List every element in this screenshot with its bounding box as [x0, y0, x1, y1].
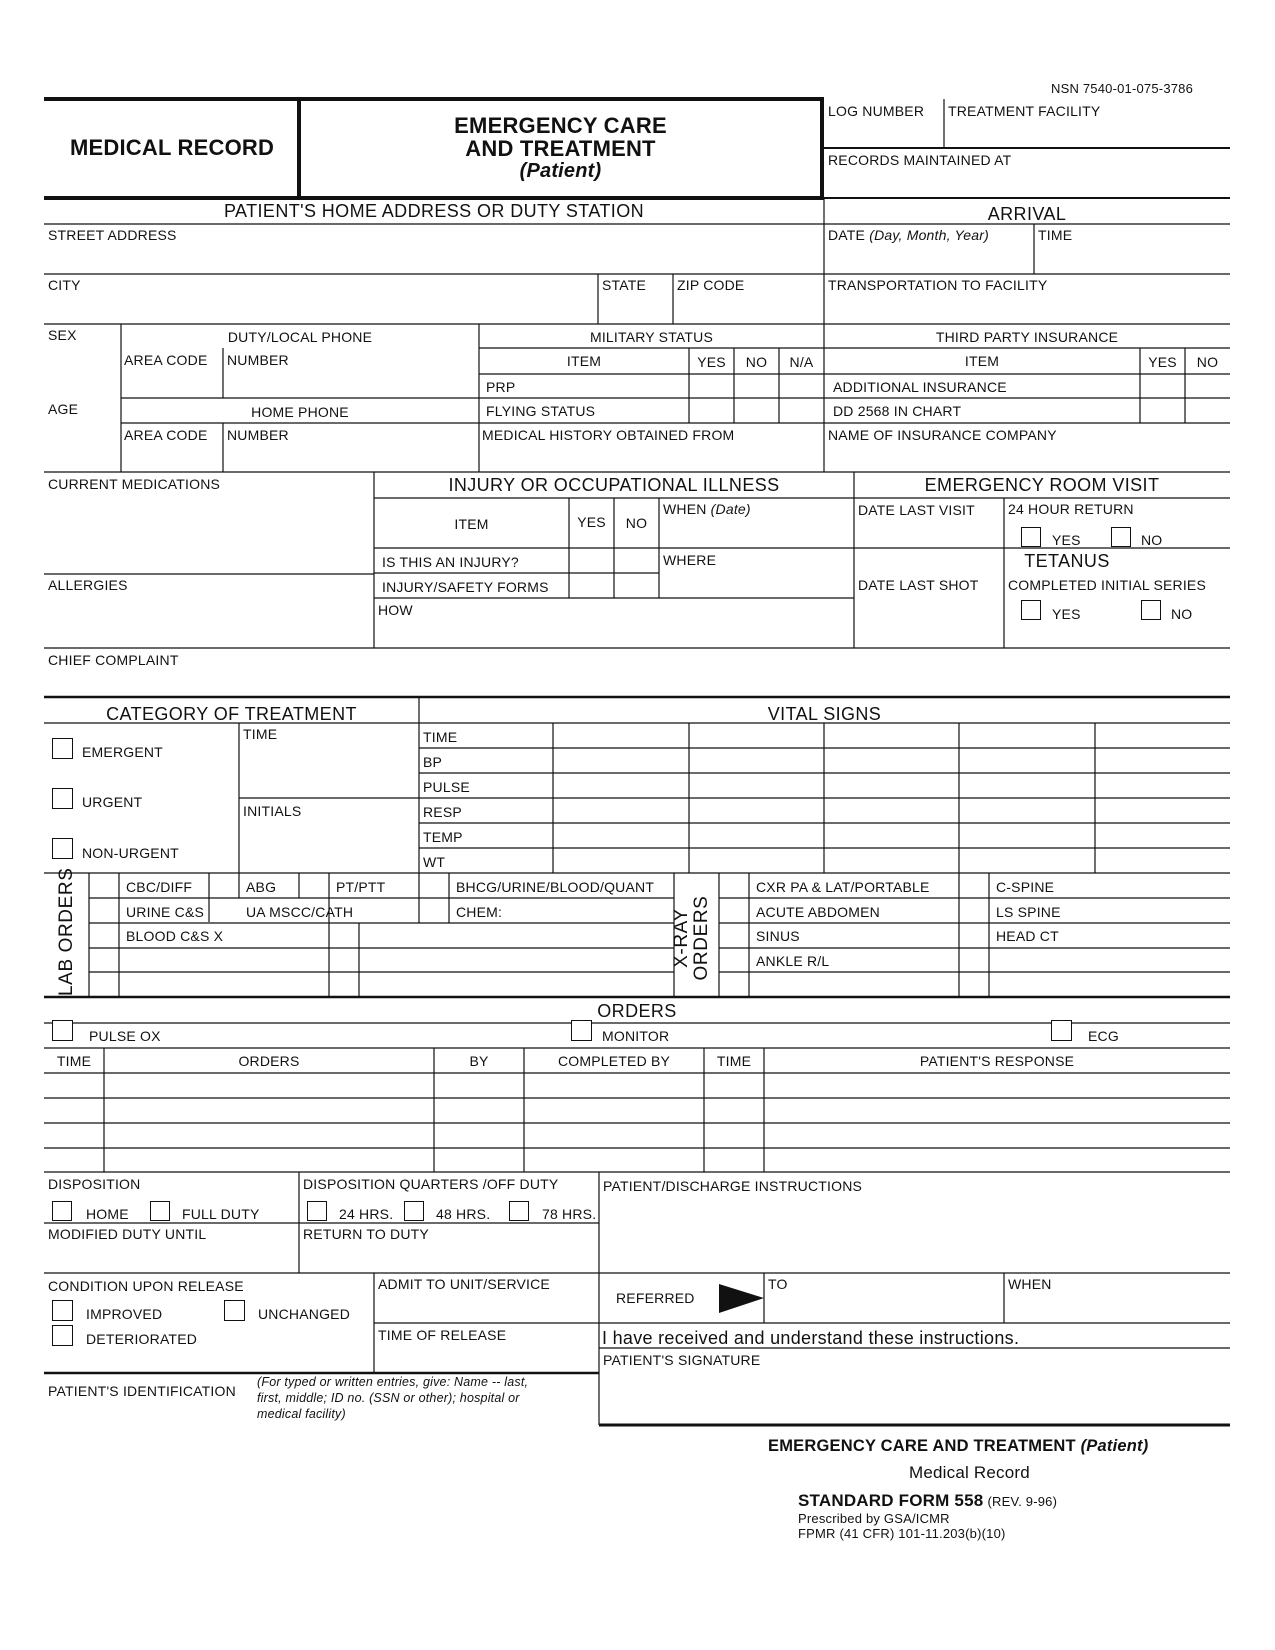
orders-completed-header: COMPLETED BY — [557, 1053, 671, 1069]
ankle-label: ANKLE R/L — [756, 953, 830, 969]
head-ct-label: HEAD CT — [996, 928, 1059, 944]
deteriorated-checkbox[interactable] — [52, 1325, 73, 1346]
arrival-date-format: (Day, Month, Year) — [869, 227, 990, 243]
form-title-line3: (Patient) — [519, 160, 602, 182]
military-yes-header: YES — [697, 354, 726, 370]
vitals-row-time: TIME — [423, 729, 458, 745]
sex-label: SEX — [48, 327, 77, 343]
referred-to-label: TO — [768, 1276, 788, 1292]
injury-yes-header: YES — [577, 514, 606, 530]
patient-response-header: PATIENT'S RESPONSE — [919, 1053, 1075, 1069]
nsn-number: NSN 7540-01-075-3786 — [1051, 81, 1194, 96]
records-maintained-label: RECORDS MAINTAINED AT — [828, 152, 1012, 168]
insurance-yes-header: YES — [1148, 354, 1177, 370]
category-time-label: TIME — [243, 726, 278, 742]
home-label: HOME — [86, 1206, 129, 1222]
blood-cs-label: BLOOD C&S X — [126, 928, 224, 944]
arrival-section-title: ARRIVAL — [987, 204, 1067, 224]
vitals-row-temp: TEMP — [423, 829, 463, 845]
age-label: AGE — [48, 401, 79, 417]
footer-subtitle: Medical Record — [909, 1463, 1030, 1482]
address-section-title: PATIENT'S HOME ADDRESS OR DUTY STATION — [223, 201, 644, 221]
chem-label: CHEM: — [456, 904, 503, 920]
home-number-label: NUMBER — [227, 427, 289, 443]
medical-history-label: MEDICAL HISTORY OBTAINED FROM — [482, 427, 735, 443]
urgent-checkbox[interactable] — [52, 788, 73, 809]
allergies-label: ALLERGIES — [48, 577, 128, 593]
return-yes-checkbox[interactable] — [1021, 527, 1041, 547]
ls-spine-label: LS SPINE — [996, 904, 1061, 920]
duty-number-label: NUMBER — [227, 352, 289, 368]
acknowledgement-text: I have received and understand these instructions. — [602, 1328, 1020, 1348]
log-number-label: LOG NUMBER — [828, 103, 925, 119]
vitals-row-bp: BP — [423, 754, 443, 770]
city-label: CITY — [48, 277, 81, 293]
series-no-label: NO — [1171, 606, 1193, 622]
monitor-label: MONITOR — [602, 1028, 670, 1044]
unchanged-label: UNCHANGED — [258, 1306, 351, 1322]
insurance-title: THIRD PARTY INSURANCE — [935, 329, 1119, 345]
er-visit-title: EMERGENCY ROOM VISIT — [924, 475, 1160, 495]
ua-mscc-label: UA MSCC/CATH — [246, 904, 354, 920]
orders-by-header: BY — [469, 1053, 489, 1069]
arrival-date-text: DATE — [828, 227, 866, 243]
injury-when-text: WHEN — [663, 501, 707, 517]
zip-code-label: ZIP CODE — [677, 277, 745, 293]
footer-form-line — [798, 1492, 1057, 1509]
return-no-label: NO — [1141, 532, 1163, 548]
urgent-label: URGENT — [82, 794, 143, 810]
military-status-title: MILITARY STATUS — [589, 329, 714, 345]
injury-section-title: INJURY OR OCCUPATIONAL ILLNESS — [448, 475, 780, 495]
identification-note-line3: medical facility) — [257, 1407, 346, 1421]
form-title-line1: EMERGENCY CARE — [454, 113, 667, 138]
orders-time2-header: TIME — [716, 1053, 752, 1069]
cxr-label: CXR PA & LAT/PORTABLE — [756, 879, 930, 895]
home-phone-label: HOME PHONE — [251, 404, 349, 420]
c-spine-label: C-SPINE — [996, 879, 1055, 895]
medical-record-label: MEDICAL RECORD — [70, 135, 275, 160]
orders-orders-header: ORDERS — [238, 1053, 300, 1069]
full-duty-label: FULL DUTY — [182, 1206, 260, 1222]
pulse-ox-checkbox[interactable] — [52, 1020, 73, 1041]
xray-label-line2: ORDERS — [691, 895, 712, 981]
non-urgent-label: NON-URGENT — [82, 845, 179, 861]
deteriorated-label: DETERIORATED — [86, 1331, 198, 1347]
series-yes-label: YES — [1052, 606, 1081, 622]
military-item-header: ITEM — [566, 353, 602, 369]
xray-label-line1: X-RAY — [671, 908, 692, 968]
injury-when-label — [663, 502, 751, 516]
home-area-code-label: AREA CODE — [124, 427, 208, 443]
discharge-instructions-label: PATIENT/DISCHARGE INSTRUCTIONS — [603, 1178, 863, 1194]
orders-time-header: TIME — [56, 1053, 92, 1069]
non-urgent-checkbox[interactable] — [52, 838, 73, 859]
footer-form-number: STANDARD FORM 558 — [798, 1491, 984, 1510]
emergent-checkbox[interactable] — [52, 738, 73, 759]
pt-ptt-label: PT/PTT — [336, 879, 386, 895]
form-title-line2: AND TREATMENT — [465, 136, 656, 161]
category-initials-label: INITIALS — [243, 803, 302, 819]
injury-item-header: ITEM — [454, 516, 489, 532]
78hrs-label: 78 HRS. — [542, 1206, 597, 1222]
orders-title: ORDERS — [597, 1001, 677, 1021]
tetanus-title: TETANUS — [1024, 551, 1110, 571]
series-yes-checkbox[interactable] — [1021, 600, 1041, 620]
military-no-header: NO — [745, 354, 768, 370]
24hrs-checkbox[interactable] — [307, 1201, 327, 1221]
48hrs-checkbox[interactable] — [404, 1201, 424, 1221]
military-na-header: N/A — [789, 354, 814, 370]
urine-cs-label: URINE C&S — [126, 904, 205, 920]
footer-fpmr: FPMR (41 CFR) 101-11.203(b)(10) — [798, 1526, 1006, 1541]
pulse-ox-label: PULSE OX — [89, 1028, 161, 1044]
ecg-label: ECG — [1088, 1028, 1119, 1044]
vitals-row-wt: WT — [423, 854, 446, 870]
footer-prescribed: Prescribed by GSA/ICMR — [798, 1511, 950, 1526]
home-checkbox[interactable] — [52, 1201, 72, 1221]
injury-where-label: WHERE — [663, 552, 717, 568]
modified-duty-label: MODIFIED DUTY UNTIL — [48, 1226, 207, 1242]
referred-when-label: WHEN — [1008, 1276, 1052, 1292]
date-last-visit-label: DATE LAST VISIT — [858, 502, 975, 518]
referred-label: REFERRED — [616, 1290, 695, 1306]
24-hour-return-label: 24 HOUR RETURN — [1008, 501, 1134, 517]
completed-series-label: COMPLETED INITIAL SERIES — [1008, 577, 1206, 593]
bhcg-label: BHCG/URINE/BLOOD/QUANT — [456, 879, 655, 895]
injury-no-header: NO — [625, 515, 648, 531]
time-of-release-label: TIME OF RELEASE — [378, 1327, 507, 1343]
duty-phone-label: DUTY/LOCAL PHONE — [227, 329, 373, 345]
vital-signs-title: VITAL SIGNS — [767, 704, 882, 724]
insurance-item-header: ITEM — [964, 353, 1000, 369]
identification-note-line2: first, middle; ID no. (SSN or other); hospital or — [257, 1391, 520, 1405]
insurance-no-header: NO — [1196, 354, 1219, 370]
admit-unit-label: ADMIT TO UNIT/SERVICE — [378, 1276, 550, 1292]
date-last-shot-label: DATE LAST SHOT — [858, 577, 979, 593]
arrival-time-label: TIME — [1038, 227, 1073, 243]
emergent-label: EMERGENT — [82, 744, 163, 760]
quarters-label: DISPOSITION QUARTERS /OFF DUTY — [303, 1176, 559, 1192]
abg-label: ABG — [246, 879, 277, 895]
lab-orders-label: LAB ORDERS — [56, 867, 77, 996]
footer-title — [768, 1438, 1148, 1455]
footer-title-text: EMERGENCY CARE AND TREATMENT — [768, 1437, 1076, 1455]
vitals-row-resp: RESP — [423, 804, 462, 820]
dd2568-label: DD 2568 IN CHART — [833, 403, 962, 419]
state-label: STATE — [602, 277, 647, 293]
monitor-checkbox[interactable] — [571, 1020, 592, 1041]
injury-how-label: HOW — [378, 602, 413, 618]
current-medications-label: CURRENT MEDICATIONS — [48, 476, 221, 492]
full-duty-checkbox[interactable] — [150, 1201, 170, 1221]
chief-complaint-label: CHIEF COMPLAINT — [48, 652, 179, 668]
condition-release-label: CONDITION UPON RELEASE — [48, 1278, 244, 1294]
return-yes-label: YES — [1052, 532, 1081, 548]
footer-form-rev: (REV. 9-96) — [987, 1494, 1058, 1509]
vitals-row-pulse: PULSE — [423, 779, 470, 795]
24hrs-label: 24 HRS. — [339, 1206, 394, 1222]
transportation-label: TRANSPORTATION TO FACILITY — [828, 277, 1048, 293]
injury-forms-label: INJURY/SAFETY FORMS — [382, 579, 549, 595]
is-injury-label: IS THIS AN INJURY? — [382, 554, 519, 570]
unchanged-checkbox[interactable] — [224, 1300, 245, 1321]
return-to-duty-label: RETURN TO DUTY — [303, 1226, 429, 1242]
prp-label: PRP — [486, 379, 516, 395]
78hrs-checkbox[interactable] — [509, 1201, 529, 1221]
disposition-label: DISPOSITION — [48, 1176, 141, 1192]
category-title: CATEGORY OF TREATMENT — [106, 704, 357, 724]
identification-note-line1: (For typed or written entries, give: Name -- last, — [257, 1375, 529, 1389]
duty-area-code-label: AREA CODE — [124, 352, 208, 368]
48hrs-label: 48 HRS. — [436, 1206, 491, 1222]
sinus-label: SINUS — [756, 928, 800, 944]
flying-status-label: FLYING STATUS — [486, 403, 596, 419]
additional-insurance-label: ADDITIONAL INSURANCE — [833, 379, 1007, 395]
arrival-date-label — [828, 228, 989, 242]
street-address-label: STREET ADDRESS — [48, 227, 177, 243]
patient-identification-label: PATIENT'S IDENTIFICATION — [48, 1383, 236, 1399]
acute-abdomen-label: ACUTE ABDOMEN — [756, 904, 880, 920]
footer-title-italic: (Patient) — [1080, 1437, 1149, 1455]
insurance-company-label: NAME OF INSURANCE COMPANY — [828, 427, 1057, 443]
improved-label: IMPROVED — [86, 1306, 163, 1322]
ecg-checkbox[interactable] — [1051, 1020, 1072, 1041]
return-no-checkbox[interactable] — [1111, 527, 1131, 547]
injury-when-date: (Date) — [710, 501, 751, 517]
improved-checkbox[interactable] — [52, 1300, 73, 1321]
series-no-checkbox[interactable] — [1141, 600, 1161, 620]
patient-signature-label: PATIENT'S SIGNATURE — [603, 1352, 761, 1368]
treatment-facility-label: TREATMENT FACILITY — [948, 103, 1101, 119]
cbc-diff-label: CBC/DIFF — [126, 879, 193, 895]
